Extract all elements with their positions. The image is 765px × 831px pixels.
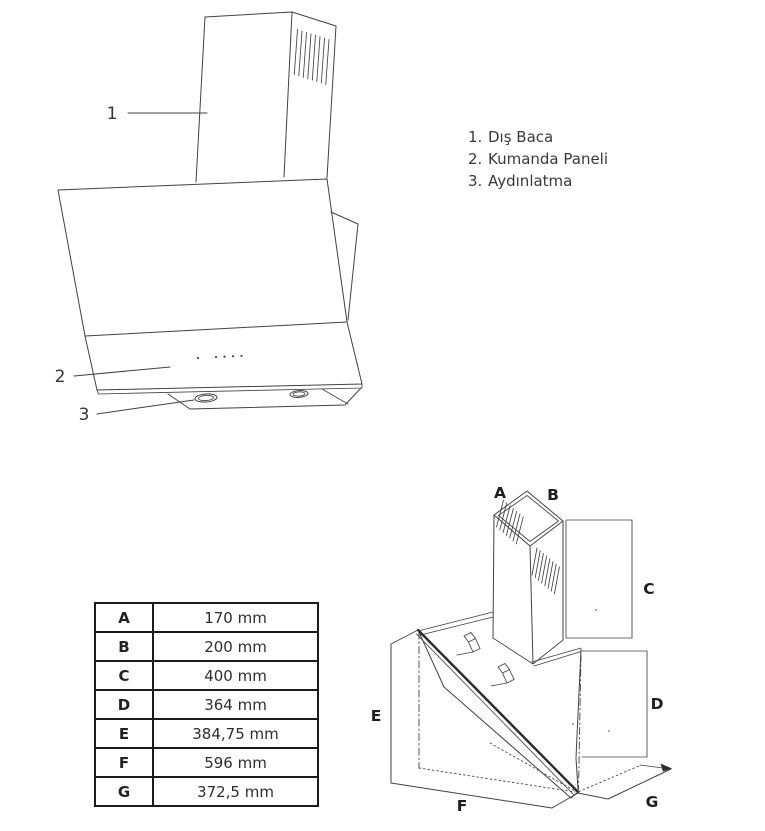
dim-box-d	[582, 651, 647, 757]
dimension-drawing	[370, 470, 765, 831]
hood-body	[418, 612, 581, 789]
dim-value: 384,75 mm	[153, 719, 318, 748]
base-outline	[391, 655, 672, 808]
legend-item-number: 2.	[468, 150, 483, 168]
leader-2	[74, 367, 170, 376]
mounting-bracket	[457, 633, 480, 656]
chimney-front	[196, 12, 292, 182]
callout-3: 3	[78, 405, 90, 425]
underside-fold	[322, 389, 348, 404]
dim-label-c: C	[643, 580, 655, 598]
dim-value: 400 mm	[153, 661, 318, 690]
lamp-left	[195, 393, 218, 403]
leader-3	[97, 400, 194, 414]
dim-letter: B	[95, 632, 153, 661]
callout-1: 1	[106, 104, 118, 124]
dim-label-d: D	[650, 695, 664, 713]
dim-letter: C	[95, 661, 153, 690]
dim-letter: D	[95, 690, 153, 719]
dim-label-e: E	[370, 707, 382, 725]
dim-line-e	[391, 630, 419, 783]
glass-panel	[417, 630, 579, 798]
legend	[468, 126, 608, 192]
legend-item	[468, 170, 608, 192]
dim-value: 364 mm	[153, 690, 318, 719]
table-row	[95, 661, 318, 690]
dim-letter: F	[95, 748, 153, 777]
legend-item	[468, 148, 608, 170]
control-panel-strip	[85, 322, 362, 390]
dim-letter: G	[95, 777, 153, 806]
chimney-body	[493, 515, 563, 664]
legend-item-label: Dış Baca	[488, 128, 554, 146]
mounting-bracket	[491, 664, 514, 687]
legend-item-number: 1.	[468, 128, 483, 146]
dim-letter: E	[95, 719, 153, 748]
legend-item-number: 3.	[468, 172, 483, 190]
dim-box-c	[566, 520, 632, 638]
table-row	[95, 690, 318, 719]
dim-letter: A	[95, 603, 153, 632]
dim-value: 170 mm	[153, 603, 318, 632]
table-row	[95, 777, 318, 806]
underside-panel	[168, 388, 361, 409]
callout-2: 2	[54, 367, 66, 387]
dim-label-a: A	[494, 484, 506, 502]
legend-item-label: Kumanda Paneli	[488, 150, 609, 168]
lamp-right	[290, 390, 308, 398]
dim-value: 200 mm	[153, 632, 318, 661]
touch-control-dots	[197, 355, 243, 359]
hood-illustration	[45, 5, 385, 425]
dim-label-g: G	[645, 793, 659, 811]
legend-item-label: Aydınlatma	[488, 172, 573, 190]
vent-slats	[294, 30, 329, 85]
table-row	[95, 719, 318, 748]
legend-item	[468, 126, 608, 148]
chimney-side	[292, 12, 336, 178]
glass-panel	[58, 179, 347, 336]
arrowhead	[661, 764, 673, 772]
dim-label-f: F	[456, 797, 468, 815]
dim-label-b: B	[547, 486, 559, 504]
table-row	[95, 632, 318, 661]
table-row	[95, 748, 318, 777]
table-row	[95, 603, 318, 632]
dimensions-table	[94, 602, 319, 807]
dim-value: 596 mm	[153, 748, 318, 777]
dim-value: 372,5 mm	[153, 777, 318, 806]
